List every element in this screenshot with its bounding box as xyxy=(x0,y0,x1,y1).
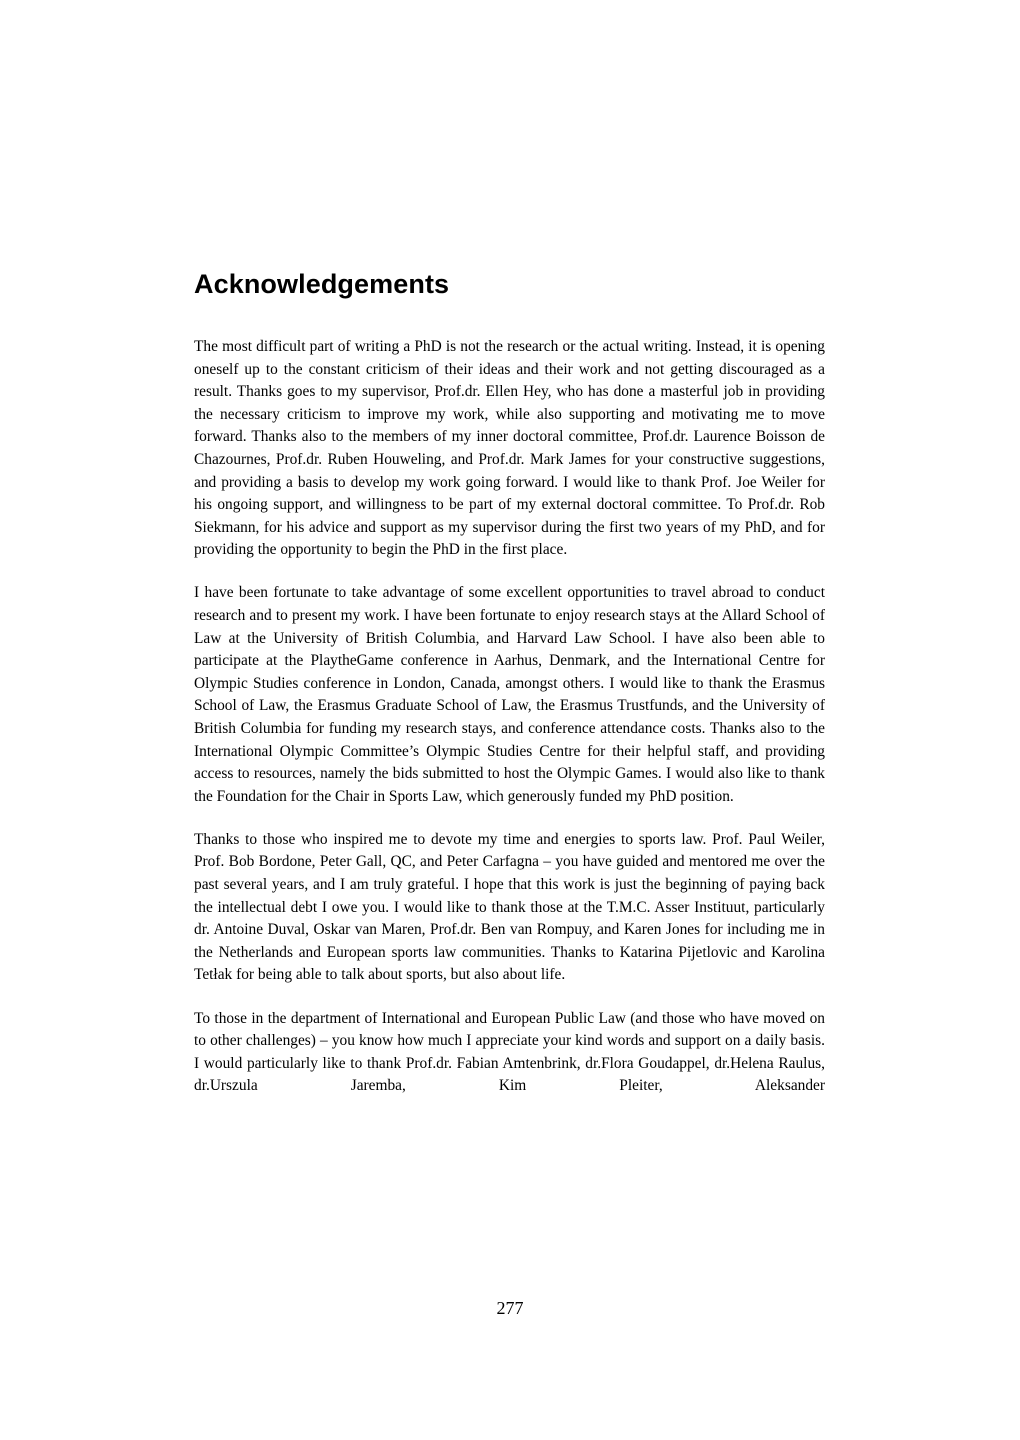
body-text xyxy=(194,336,825,1118)
paragraph-supervisors: The most difficult part of writing a PhD is not the research or the actual writing. Instead, it is opening oneself up to the constant criticism of their ideas and their work and not getting discouraged as a result. Thanks goes to my supervisor, Prof.dr. Ellen Hey, who has done a masterful job in providing the necessary criticism to improve my work, while also supporting and motivating me to move forward. Thanks also to the members of my inner doctoral committee, Prof.dr. Laurence Boisson de Chazournes, Prof.dr. Ruben Houweling, and Prof.dr. Mark James for your constructive suggestions, and providing a basis to develop my work going forward. I would like to thank Prof. Joe Weiler for his ongoing support, and willingness to be part of my external doctoral committee. To Prof.dr. Rob Siekmann, for his advice and support as my supervisor during the first two years of my PhD, and for providing the opportunity to begin the PhD in the first place. xyxy=(194,338,825,559)
paragraph-department: To those in the department of International and European Public Law (and those who have moved on to other challenges) – you know how much I appreciate your kind words and support on a daily basis. I would particularly like to thank Prof.dr. Fabian Amtenbrink, dr.Flora Goudappel, dr.Helena Raulus, dr.Urszula Jaremba, Kim Pleiter, Aleksander xyxy=(194,1009,825,1095)
page-number: 277 xyxy=(496,1298,524,1318)
page-title: Acknowledgements xyxy=(194,269,450,299)
paragraph-research-travel: I have been fortunate to take advantage of some excellent opportunities to travel abroad to conduct research and to present my work. I have been fortunate to enjoy research stays at the Allard School of Law at the University of British Columbia, and Harvard Law School. I have also been able to participate at the PlaytheGame conference in Aarhus, Denmark, and the International Centre for Olympic Studies conference in London, Canada, amongst others. I would like to thank the Erasmus School of Law, the Erasmus Graduate School of Law, the Erasmus Trustfunds, and the University of British Columbia for funding my research stays, and conference attendance costs. Thanks also to the International Olympic Committee’s Olympic Studies Centre for their helpful staff, and providing access to resources, namely the bids submitted to host the Olympic Games. I would also like to thank the Foundation for the Chair in Sports Law, which generously funded my PhD position. xyxy=(194,584,825,805)
paragraph-mentors: Thanks to those who inspired me to devote my time and energies to sports law. Prof. Paul Weiler, Prof. Bob Bordone, Peter Gall, QC, and Peter Carfagna – you have guided and mentored me over the past several years, and I am truly grateful. I hope that this work is just the beginning of paying back the intellectual debt I owe you. I would like to thank those at the T.M.C. Asser Instituut, particularly dr. Antoine Duval, Oskar van Maren, Prof.dr. Ben van Rompuy, and Karen Jones for including me in the Netherlands and European sports law communities. Thanks to Katarina Pijetlovic and Karolina Tetłak for being able to talk about sports, but also about life. xyxy=(194,830,825,984)
